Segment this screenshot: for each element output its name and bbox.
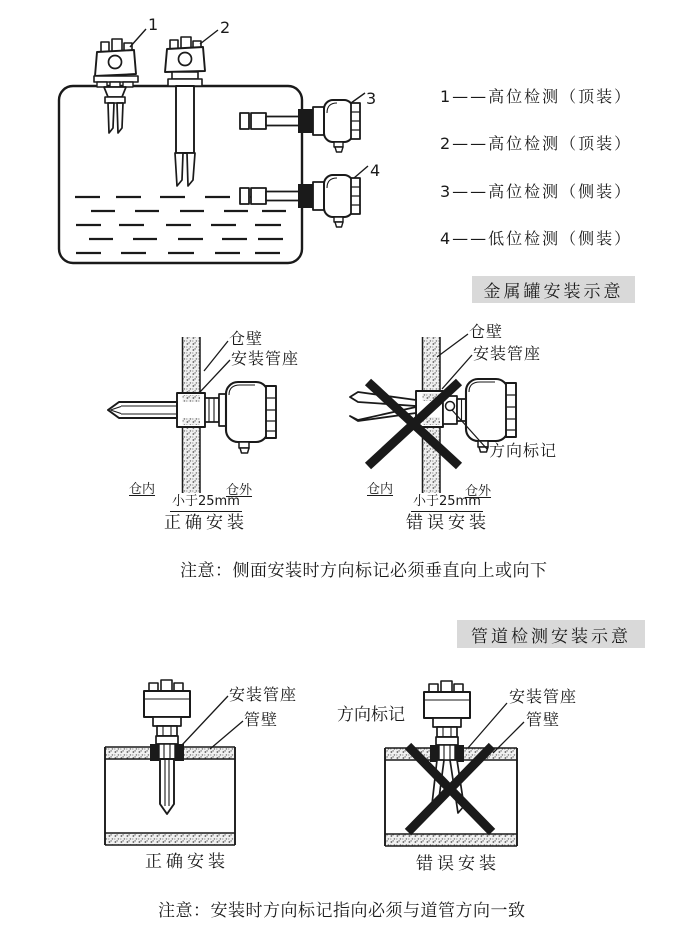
- callout-3: 3: [366, 89, 377, 108]
- callout-1: 1: [148, 15, 159, 34]
- section-header-pipeline: 管道检测安装示意: [457, 620, 645, 648]
- pipe-correct-label-socket: 安装管座: [229, 685, 298, 704]
- legend-item-2: 2——高位检测（顶装）: [440, 134, 633, 153]
- wall-correct-label-gap: 小于25mm: [170, 495, 242, 512]
- pipe-wrong-caption: 错误安装: [416, 854, 500, 874]
- wall-wrong-label-socket: 安装管座: [473, 344, 542, 363]
- wall-wrong-label-inside: 仓内: [367, 482, 394, 497]
- legend-item-3: 3——高位检测（侧装）: [440, 182, 633, 201]
- callout-2: 2: [220, 18, 231, 37]
- wall-wrong-label-wall: 仓壁: [469, 322, 504, 341]
- direction-mark-dot: [446, 402, 455, 411]
- pipe-wrong-label-direction-mark: 方向标记: [337, 705, 405, 725]
- section-header-metal-tank: 金属罐安装示意: [472, 276, 635, 303]
- pipe-correct-diagram: [105, 680, 243, 845]
- pipe-correct-label-wall: 管壁: [244, 710, 279, 729]
- pipe-wrong-diagram: [385, 681, 524, 846]
- callout-4: 4: [370, 161, 381, 180]
- pipe-correct-caption: 正确安装: [145, 852, 229, 872]
- wall-wrong-label-gap: 小于25mm: [411, 495, 483, 512]
- wall-install-note: 注意：侧面安装时方向标记必须垂直向上或向下: [180, 561, 548, 581]
- pipe-install-note: 注意：安装时方向标记指向必须与道管方向一致: [158, 901, 526, 921]
- wall-correct-label-wall: 仓壁: [229, 329, 264, 348]
- legend-item-1: 1——高位检测（顶装）: [440, 87, 633, 106]
- wall-correct-label-inside: 仓内: [129, 482, 156, 497]
- legend-item-4: 4——低位检测（侧装）: [440, 229, 633, 248]
- pipe-wrong-label-socket: 安装管座: [509, 687, 578, 706]
- pipe-wrong-label-wall: 管壁: [526, 710, 561, 729]
- wall-correct-label-socket: 安装管座: [231, 349, 300, 368]
- wall-correct-caption: 正确安装: [164, 513, 248, 533]
- wall-wrong-label-direction-mark: 方向标记: [489, 441, 558, 460]
- wall-wrong-label-outside: 仓外: [465, 484, 492, 499]
- wall-correct-label-outside: 仓外: [226, 483, 253, 498]
- wall-wrong-caption: 错误安装: [406, 513, 490, 533]
